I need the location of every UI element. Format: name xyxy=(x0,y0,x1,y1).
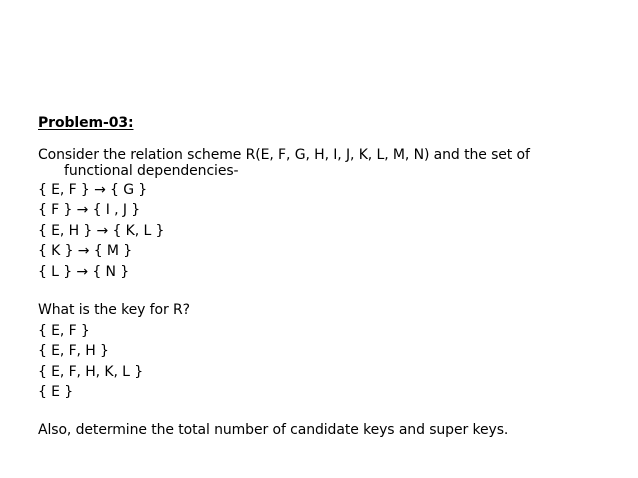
dependency-item: { L } → { N } xyxy=(38,263,130,280)
option-item: { E, F } xyxy=(38,322,90,339)
dependency-item: { E, F } → { G } xyxy=(38,181,148,198)
option-item: { E, F, H } xyxy=(38,343,109,360)
final-instruction: Also, determine the total number of candidate keys and super keys. xyxy=(38,421,509,438)
question-text: What is the key for R? xyxy=(38,301,190,318)
problem-intro: Consider the relation scheme R(E, F, G, H, I, J, K, L, M, N) and the set of functional dependencies- xyxy=(38,146,530,180)
option-item: { E, F, H, K, L } xyxy=(38,363,144,380)
dependency-item: { E, H } → { K, L } xyxy=(38,222,165,239)
dependency-item: { F } → { I , J } xyxy=(38,202,141,219)
problem-content xyxy=(38,113,598,441)
dependency-list xyxy=(38,180,598,283)
option-list xyxy=(38,321,598,403)
spacer xyxy=(38,283,598,300)
problem-title: Problem-03: xyxy=(38,115,134,131)
spacer xyxy=(38,403,598,420)
option-item: { E } xyxy=(38,384,74,401)
dependency-item: { K } → { M } xyxy=(38,243,133,260)
